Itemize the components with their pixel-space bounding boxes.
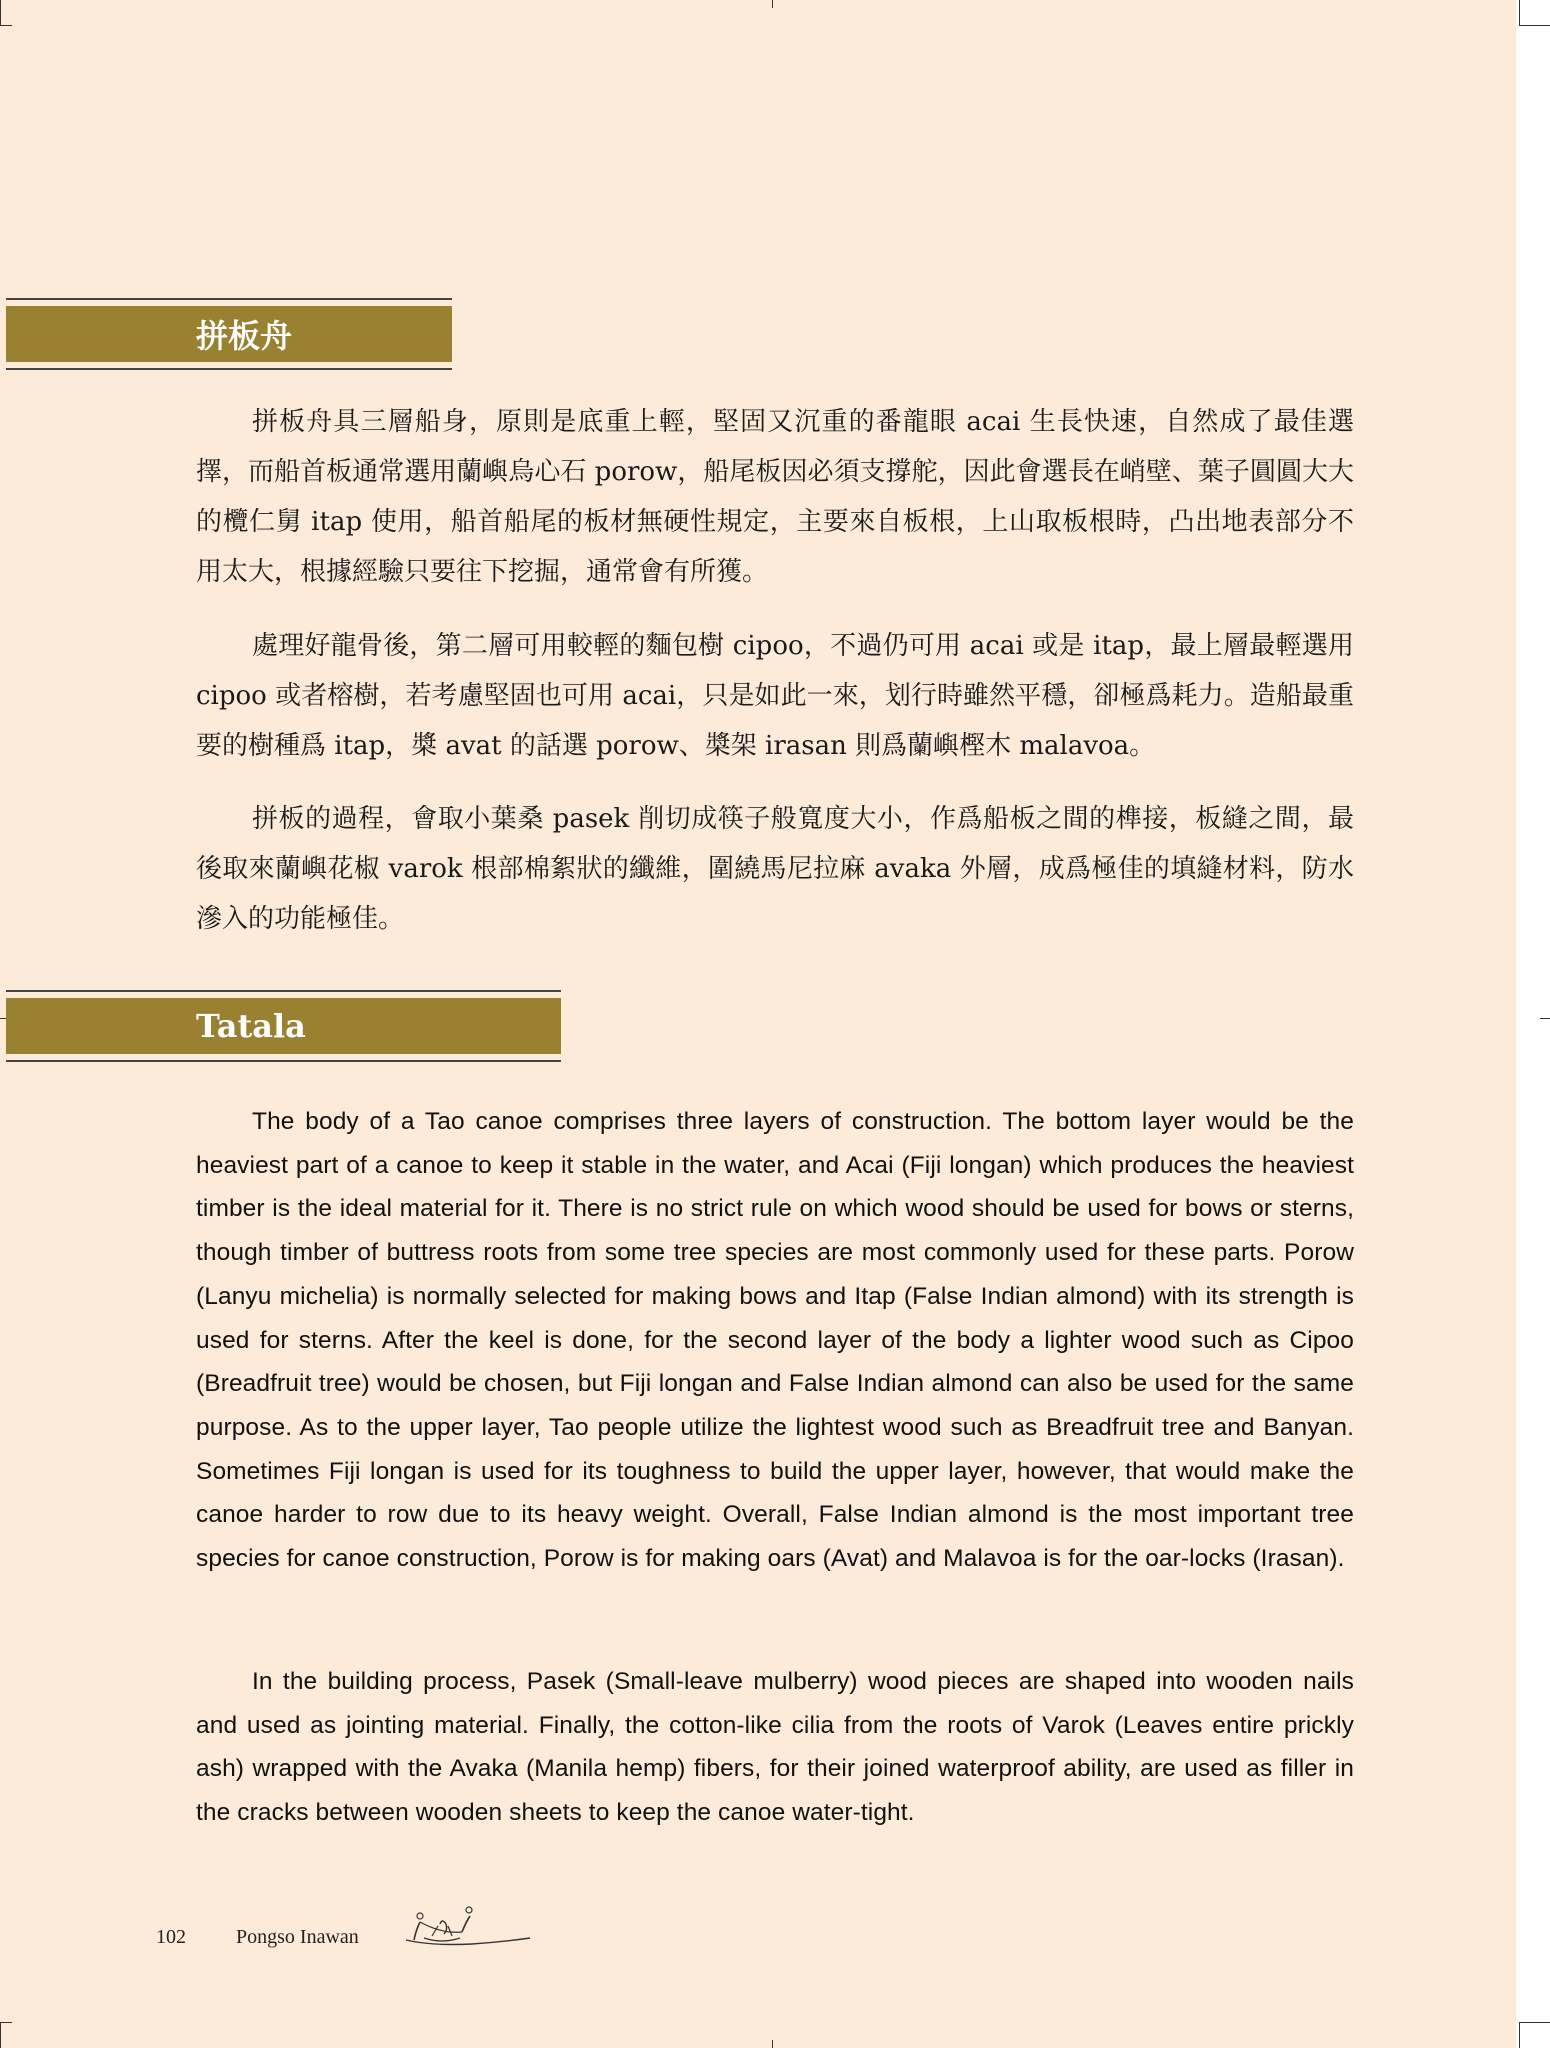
paragraph-en-1: The body of a Tao canoe comprises three layers of construction. The bottom layer would be the heaviest part of a canoe to keep it stable in the water, and Acai (Fiji longan) which produces the heaviest timber is the ideal material for it. There is no strict rule on which wood should be used for bows or sterns, though timber of buttress roots from some tree species are most commonly used for these parts. Porow (Lanyu michelia) is normally selected for making bows and Itap (False Indian almond) with its strength is used for sterns. After the keel is done, for the second layer of the body a lighter wood such as Cipoo (Breadfruit tree) would be chosen, but Fiji longan and False Indian almond can also be used for the same purpose. As to the upper layer, Tao people utilize the lightest wood such as Breadfruit tree and Banyan. Sometimes Fiji longan is used for its toughness to build the upper layer, however, that would make the canoe harder to row due to its heavy weight. Overall, False Indian almond is the most important tree species for canoe construction, Porow is for making oars (Avat) and Malavoa is for the oar-locks (Irasan). [196,1108,1354,1573]
section-heading-en [6,990,561,1062]
page-number: 102 [156,1926,186,1948]
section-heading-zh-label: 拼板舟 [6,306,452,362]
paragraph-zh-1: 拼板舟具三層船身，原則是底重上輕，堅固又沉重的番龍眼 acai 生長快速，自然成了最佳選擇，而船首板通常選用蘭嶼烏心石 porow，船尾板因必須支撐舵，因此會選長在峭壁、葉子圓圓大大的欖仁舅 itap 使用，船首船尾的板材無硬性規定，主要來自板根，上山取板根時，凸出地表部分不用太大，根據經驗只要往下挖掘，通常會有所獲。 [196,407,1354,587]
paragraph-zh-2: 處理好龍骨後，第二層可用較輕的麵包樹 cipoo，不過仍可用 acai 或是 itap，最上層最輕選用 cipoo 或者榕樹，若考慮堅固也可用 acai，只是如此一來，划行時雖然平穩，卻極爲耗力。造船最重要的樹種爲 itap，槳 avat 的話選 porow、槳架 irasan 則爲蘭嶼樫木 malavoa。 [196,631,1354,761]
book-title: Pongso Inawan [236,1926,359,1948]
canoe-icon [402,1900,534,1964]
paragraph-en-2: In the building process, Pasek (Small-leave mulberry) wood pieces are shaped into wooden nails and used as jointing material. Finally, the cotton-like cilia from the roots of Varok (Leaves entire prickly ash) wrapped with the Avaka (Manila hemp) fibers, for their joined waterproof ability, are used as filler in the cracks between wooden sheets to keep the canoe water-tight. [196,1668,1354,1827]
paragraph-zh-3: 拼板的過程，會取小葉桑 pasek 削切成筷子般寬度大小，作爲船板之間的榫接，板縫之間，最後取來蘭嶼花椒 varok 根部棉絮狀的纖維，圍繞馬尼拉麻 avaka 外層，成爲極佳的填縫材料，防水滲入的功能極佳。 [196,804,1354,934]
section-heading-zh [6,298,452,370]
section-heading-en-label: Tatala [6,998,561,1054]
